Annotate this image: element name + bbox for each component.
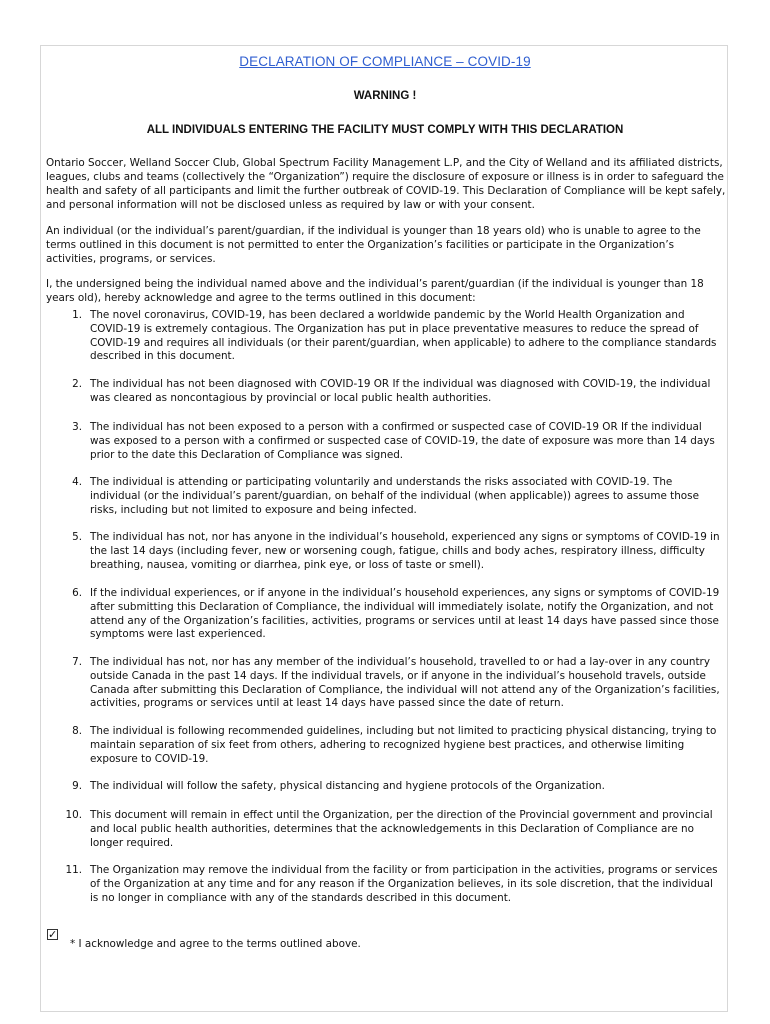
list-item-number: 7.: [72, 656, 82, 668]
list-item-number: 2.: [72, 378, 82, 390]
list-item-text: This document will remain in effect until the Organization, per the direction of the Provincial government and provincial and local public health authorities, determines that the acknowledgements in this Declaration of Compliance are no longer required.: [90, 809, 713, 849]
list-item-text: The individual is following recommended guidelines, including but not limited to practicing physical distancing, trying to maintain separation of six feet from others, adhering to recognized hygiene best practices, and otherwise limiting exposure to COVID-19.: [90, 725, 717, 765]
document-title: DECLARATION OF COMPLIANCE – COVID-19: [239, 54, 531, 69]
list-item-text: The novel coronavirus, COVID-19, has been declared a worldwide pandemic by the World Health Organization and COVID-19 is extremely contagious. The Organization has put in place preventative measures to reduce the spread of COVID-19 and requires all individuals (or their parent/guardian, when applicable) to adhere to the compliance standards described in this document.: [90, 309, 717, 363]
list-item-number: 5.: [72, 531, 82, 543]
list-item-number: 10.: [65, 809, 82, 821]
compliance-subheading: ALL INDIVIDUALS ENTERING THE FACILITY MUST COMPLY WITH THIS DECLARATION: [146, 124, 624, 136]
list-item-text: The individual is attending or participating voluntarily and understands the risks associated with COVID-19. The individual (or the individual’s parent/guardian, on behalf of the individual (when applicable)) agrees to assume those risks, including but not limited to exposure and being infected.: [90, 476, 699, 516]
list-item-number: 1.: [72, 309, 82, 321]
agreement-paragraph: I, the undersigned being the individual named above and the individual’s parent/guardian (if the individual is younger than 18 years old), hereby acknowledge and agree to the terms outlined in this document:: [46, 278, 704, 304]
list-item-number: 11.: [65, 864, 82, 876]
list-item-text: The individual has not, nor has anyone in the individual’s household, experienced any signs or symptoms of COVID-19 in the last 14 days (including fever, new or worsening cough, fatigue, chills and body aches, respiratory illness, difficulty breathing, nausea, vomiting or diarrhea, pink eye, or loss of taste or smell).: [90, 531, 720, 571]
list-item-text: The Organization may remove the individual from the facility or from participation in the activities, programs or services of the Organization at any time and for any reason if the Organization believes, in its sole discretion, that the individual is no longer in compliance with any of the standards described in this document.: [90, 864, 718, 904]
list-item-number: 9.: [72, 780, 82, 792]
list-item-text: The individual has not been exposed to a person with a confirmed or suspected case of COVID-19 OR If the individual was exposed to a person with a confirmed or suspected case of COVID-19, the date of exposure was more than 14 days prior to the date this Declaration of Compliance was signed.: [90, 421, 715, 461]
list-item-number: 3.: [72, 421, 82, 433]
list-item-text: The individual has not been diagnosed with COVID-19 OR If the individual was diagnosed with COVID-19, the individual was cleared as noncontagious by provincial or local public health authorities.: [90, 378, 711, 404]
list-item-number: 6.: [72, 587, 82, 599]
eligibility-paragraph: An individual (or the individual’s parent/guardian, if the individual is younger than 18 years old) who is unable to agree to the terms outlined in this document is not permitted to enter the Organization’s facilities or participate in the Organization’s activities, programs, or services.: [46, 225, 701, 265]
acknowledge-label: * I acknowledge and agree to the terms outlined above.: [70, 938, 361, 950]
intro-paragraph: Ontario Soccer, Welland Soccer Club, Global Spectrum Facility Management L.P, and the City of Welland and its affiliated districts, leagues, clubs and teams (collectively the “Organization”) require the disclosure of exposure or illness is in order to safeguard the health and safety of all participants and limit the further outbreak of COVID-19. This Declaration of Compliance will be kept safely, and personal information will not be disclosed unless as required by law or with your consent.: [46, 157, 726, 211]
list-item-text: The individual will follow the safety, physical distancing and hygiene protocols of the Organization.: [90, 780, 605, 792]
list-item-text: If the individual experiences, or if anyone in the individual’s household experiences, any signs or symptoms of COVID-19 after submitting this Declaration of Compliance, the individual will immediately isolate, notify the Organization, and not attend any of the Organization’s facilities, activities, programs or services until at least 14 days have passed since those symptoms were last experienced.: [90, 587, 720, 641]
list-item-number: 8.: [72, 725, 82, 737]
acknowledge-checkbox[interactable]: ✓: [48, 928, 58, 941]
warning-heading: WARNING !: [353, 90, 417, 102]
list-item-text: The individual has not, nor has any member of the individual’s household, travelled to or had a lay-over in any country outside Canada in the past 14 days. If the individual travels, or if anyone in the individual’s household travels, outside Canada after submitting this Declaration of Compliance, the individual will not attend any of the Organization’s facilities, activities, programs or services until at least 14 days have passed since the date of return.: [90, 656, 720, 710]
list-item-number: 4.: [72, 476, 82, 488]
